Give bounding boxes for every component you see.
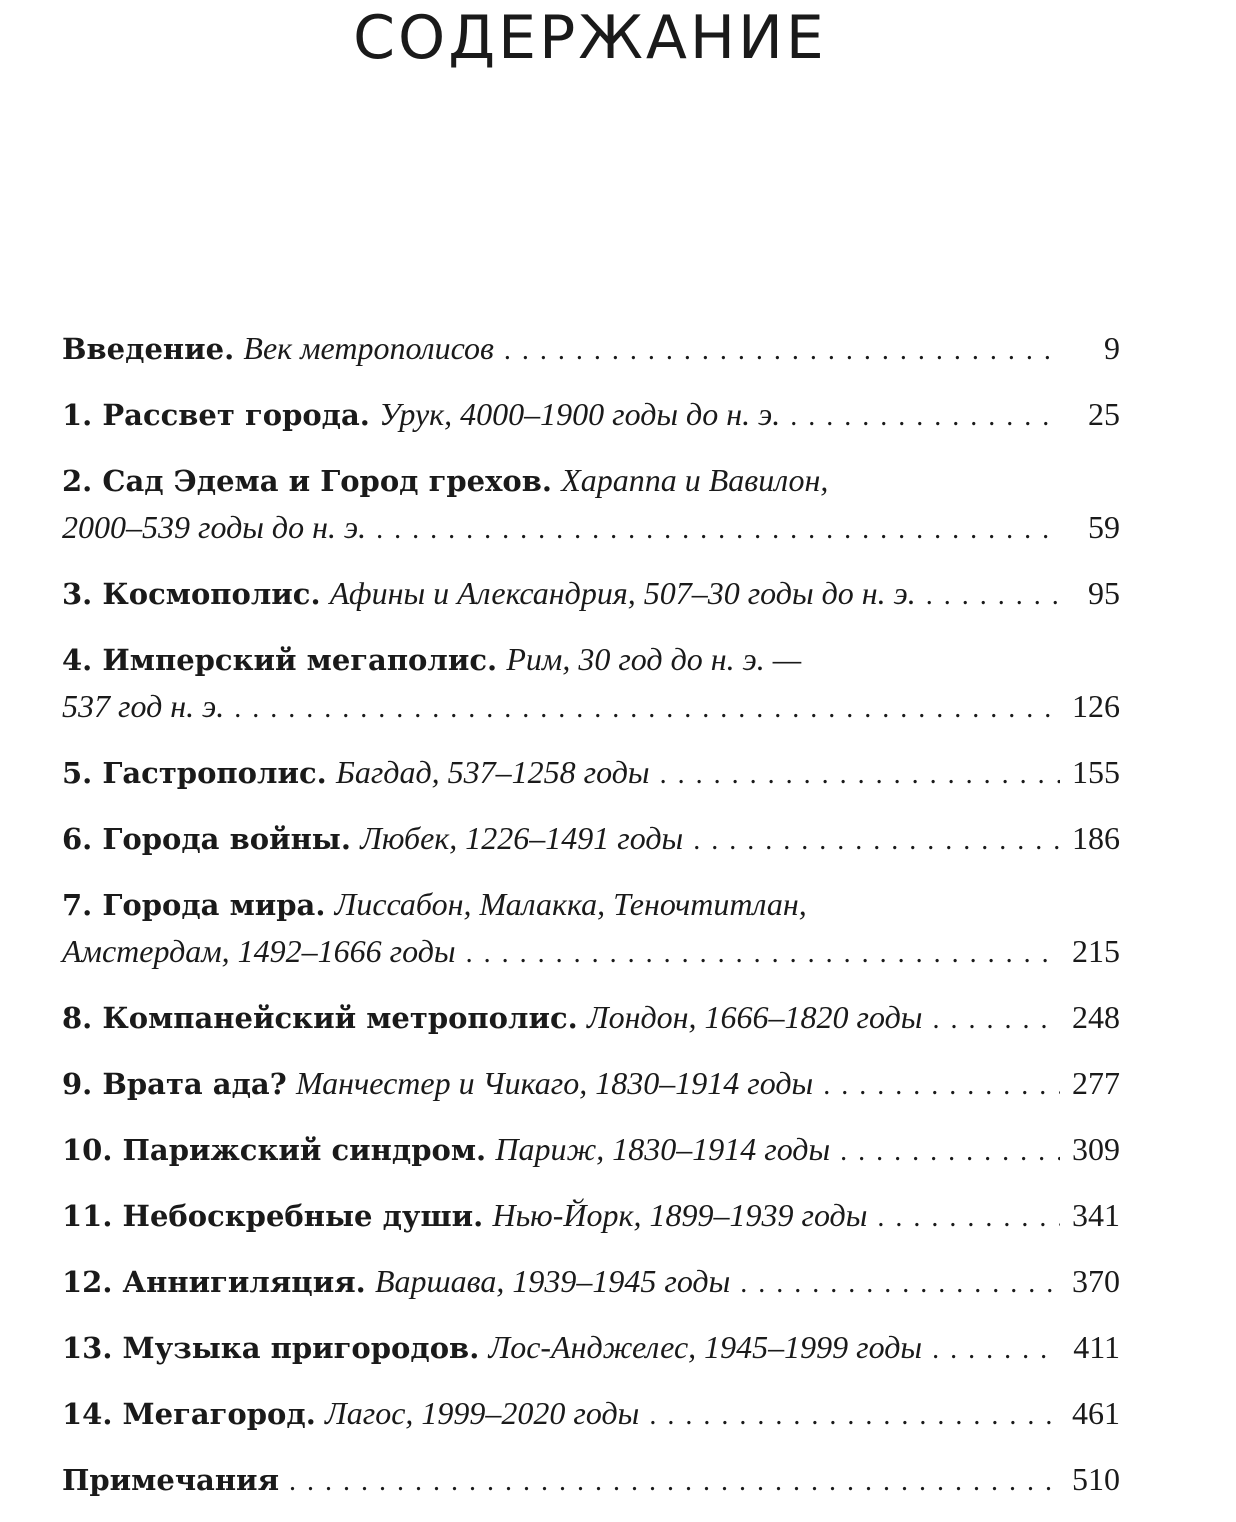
entry-title: 3. Космополис. xyxy=(62,577,321,611)
dot-leader xyxy=(234,686,1060,732)
dot-leader xyxy=(466,931,1060,977)
entry-title: 9. Врата ада? xyxy=(62,1067,287,1101)
page-number: 248 xyxy=(1072,999,1120,1035)
entry-subtitle: Век метрополисов xyxy=(243,330,494,366)
toc-entry xyxy=(62,391,1120,440)
toc-entry xyxy=(62,457,1120,553)
entry-title: Введение. xyxy=(62,332,235,366)
toc-entry xyxy=(62,570,1120,619)
toc-entry xyxy=(62,1126,1120,1175)
page-number: 9 xyxy=(1104,330,1120,366)
toc-entry xyxy=(62,1324,1120,1373)
page-title: СОДЕРЖАНИЕ xyxy=(353,3,827,73)
entry-subtitle: Хараппа и Вавилон, xyxy=(561,462,829,498)
dot-leader xyxy=(693,818,1060,864)
page-number: 309 xyxy=(1072,1131,1120,1167)
dot-leader xyxy=(289,1459,1060,1505)
page-number: 126 xyxy=(1072,688,1120,724)
entry-title: 6. Города войны. xyxy=(62,822,351,856)
dot-leader xyxy=(740,1261,1060,1307)
entry-title: 5. Гастрополис. xyxy=(62,756,327,790)
entry-subtitle: Афины и Александрия, 507–30 годы до н. э. xyxy=(329,575,916,611)
entry-subtitle: Багдад, 537–1258 годы xyxy=(335,754,650,790)
entry-subtitle-continued: 2000–539 годы до н. э. xyxy=(62,509,367,545)
page-number: 510 xyxy=(1072,1461,1120,1497)
page-number: 95 xyxy=(1088,575,1120,611)
entry-subtitle: Манчестер и Чикаго, 1830–1914 годы xyxy=(295,1065,814,1101)
dot-leader xyxy=(840,1129,1060,1175)
entry-title: 12. Аннигиляция. xyxy=(62,1265,366,1299)
toc-entry xyxy=(62,636,1120,732)
page-number: 215 xyxy=(1072,933,1120,969)
page-number: 155 xyxy=(1072,754,1120,790)
dot-leader xyxy=(932,1327,1060,1373)
table-of-contents xyxy=(62,325,1120,1522)
entry-title: 1. Рассвет города. xyxy=(62,398,370,432)
dot-leader xyxy=(926,573,1060,619)
toc-entry xyxy=(62,1390,1120,1439)
entry-subtitle: Варшава, 1939–1945 годы xyxy=(374,1263,731,1299)
toc-entry xyxy=(62,325,1120,374)
toc-entry xyxy=(62,1060,1120,1109)
dot-leader xyxy=(932,997,1060,1043)
dot-leader xyxy=(877,1195,1060,1241)
entry-subtitle: Лос-Анджелес, 1945–1999 годы xyxy=(488,1329,923,1365)
entry-title: 11. Небоскребные души. xyxy=(62,1199,484,1233)
entry-title: 7. Города мира. xyxy=(62,888,326,922)
dot-leader xyxy=(823,1063,1060,1109)
entry-title: Примечания xyxy=(62,1463,279,1497)
entry-title: 8. Компанейский метрополис. xyxy=(62,1001,578,1035)
entry-title: 2. Сад Эдема и Город грехов. xyxy=(62,464,552,498)
entry-title: 10. Парижский синдром. xyxy=(62,1133,487,1167)
dot-leader xyxy=(376,507,1060,553)
toc-entry xyxy=(62,815,1120,864)
entry-subtitle: Лиссабон, Малакка, Теночтитлан, xyxy=(334,886,807,922)
entry-subtitle-continued: Амстердам, 1492–1666 годы xyxy=(62,933,456,969)
dot-leader xyxy=(790,394,1060,440)
toc-entry xyxy=(62,1456,1120,1505)
toc-entry xyxy=(62,1192,1120,1241)
entry-subtitle: Лондон, 1666–1820 годы xyxy=(586,999,923,1035)
entry-subtitle: Урук, 4000–1900 годы до н. э. xyxy=(379,396,781,432)
page-number: 59 xyxy=(1088,509,1120,545)
page-number: 341 xyxy=(1072,1197,1120,1233)
page-number: 277 xyxy=(1072,1065,1120,1101)
entry-subtitle-continued: 537 год н. э. xyxy=(62,688,225,724)
toc-entry xyxy=(62,994,1120,1043)
entry-title: 4. Имперский мегаполис. xyxy=(62,643,498,677)
page-number: 370 xyxy=(1072,1263,1120,1299)
toc-entry xyxy=(62,881,1120,977)
entry-title: 13. Музыка пригородов. xyxy=(62,1331,480,1365)
dot-leader xyxy=(649,1393,1060,1439)
page-number: 461 xyxy=(1072,1395,1120,1431)
toc-entry xyxy=(62,1258,1120,1307)
toc-entry xyxy=(62,749,1120,798)
entry-subtitle: Нью-Йорк, 1899–1939 годы xyxy=(492,1197,868,1233)
dot-leader xyxy=(660,752,1060,798)
entry-subtitle: Любек, 1226–1491 годы xyxy=(360,820,684,856)
entry-title: 14. Мегагород. xyxy=(62,1397,316,1431)
page-number: 411 xyxy=(1073,1329,1120,1365)
entry-subtitle: Париж, 1830–1914 годы xyxy=(495,1131,831,1167)
page-number: 186 xyxy=(1072,820,1120,856)
entry-subtitle: Лагос, 1999–2020 годы xyxy=(325,1395,640,1431)
page-number: 25 xyxy=(1088,396,1120,432)
dot-leader xyxy=(504,328,1060,374)
entry-subtitle: Рим, 30 год до н. э. — xyxy=(506,641,802,677)
